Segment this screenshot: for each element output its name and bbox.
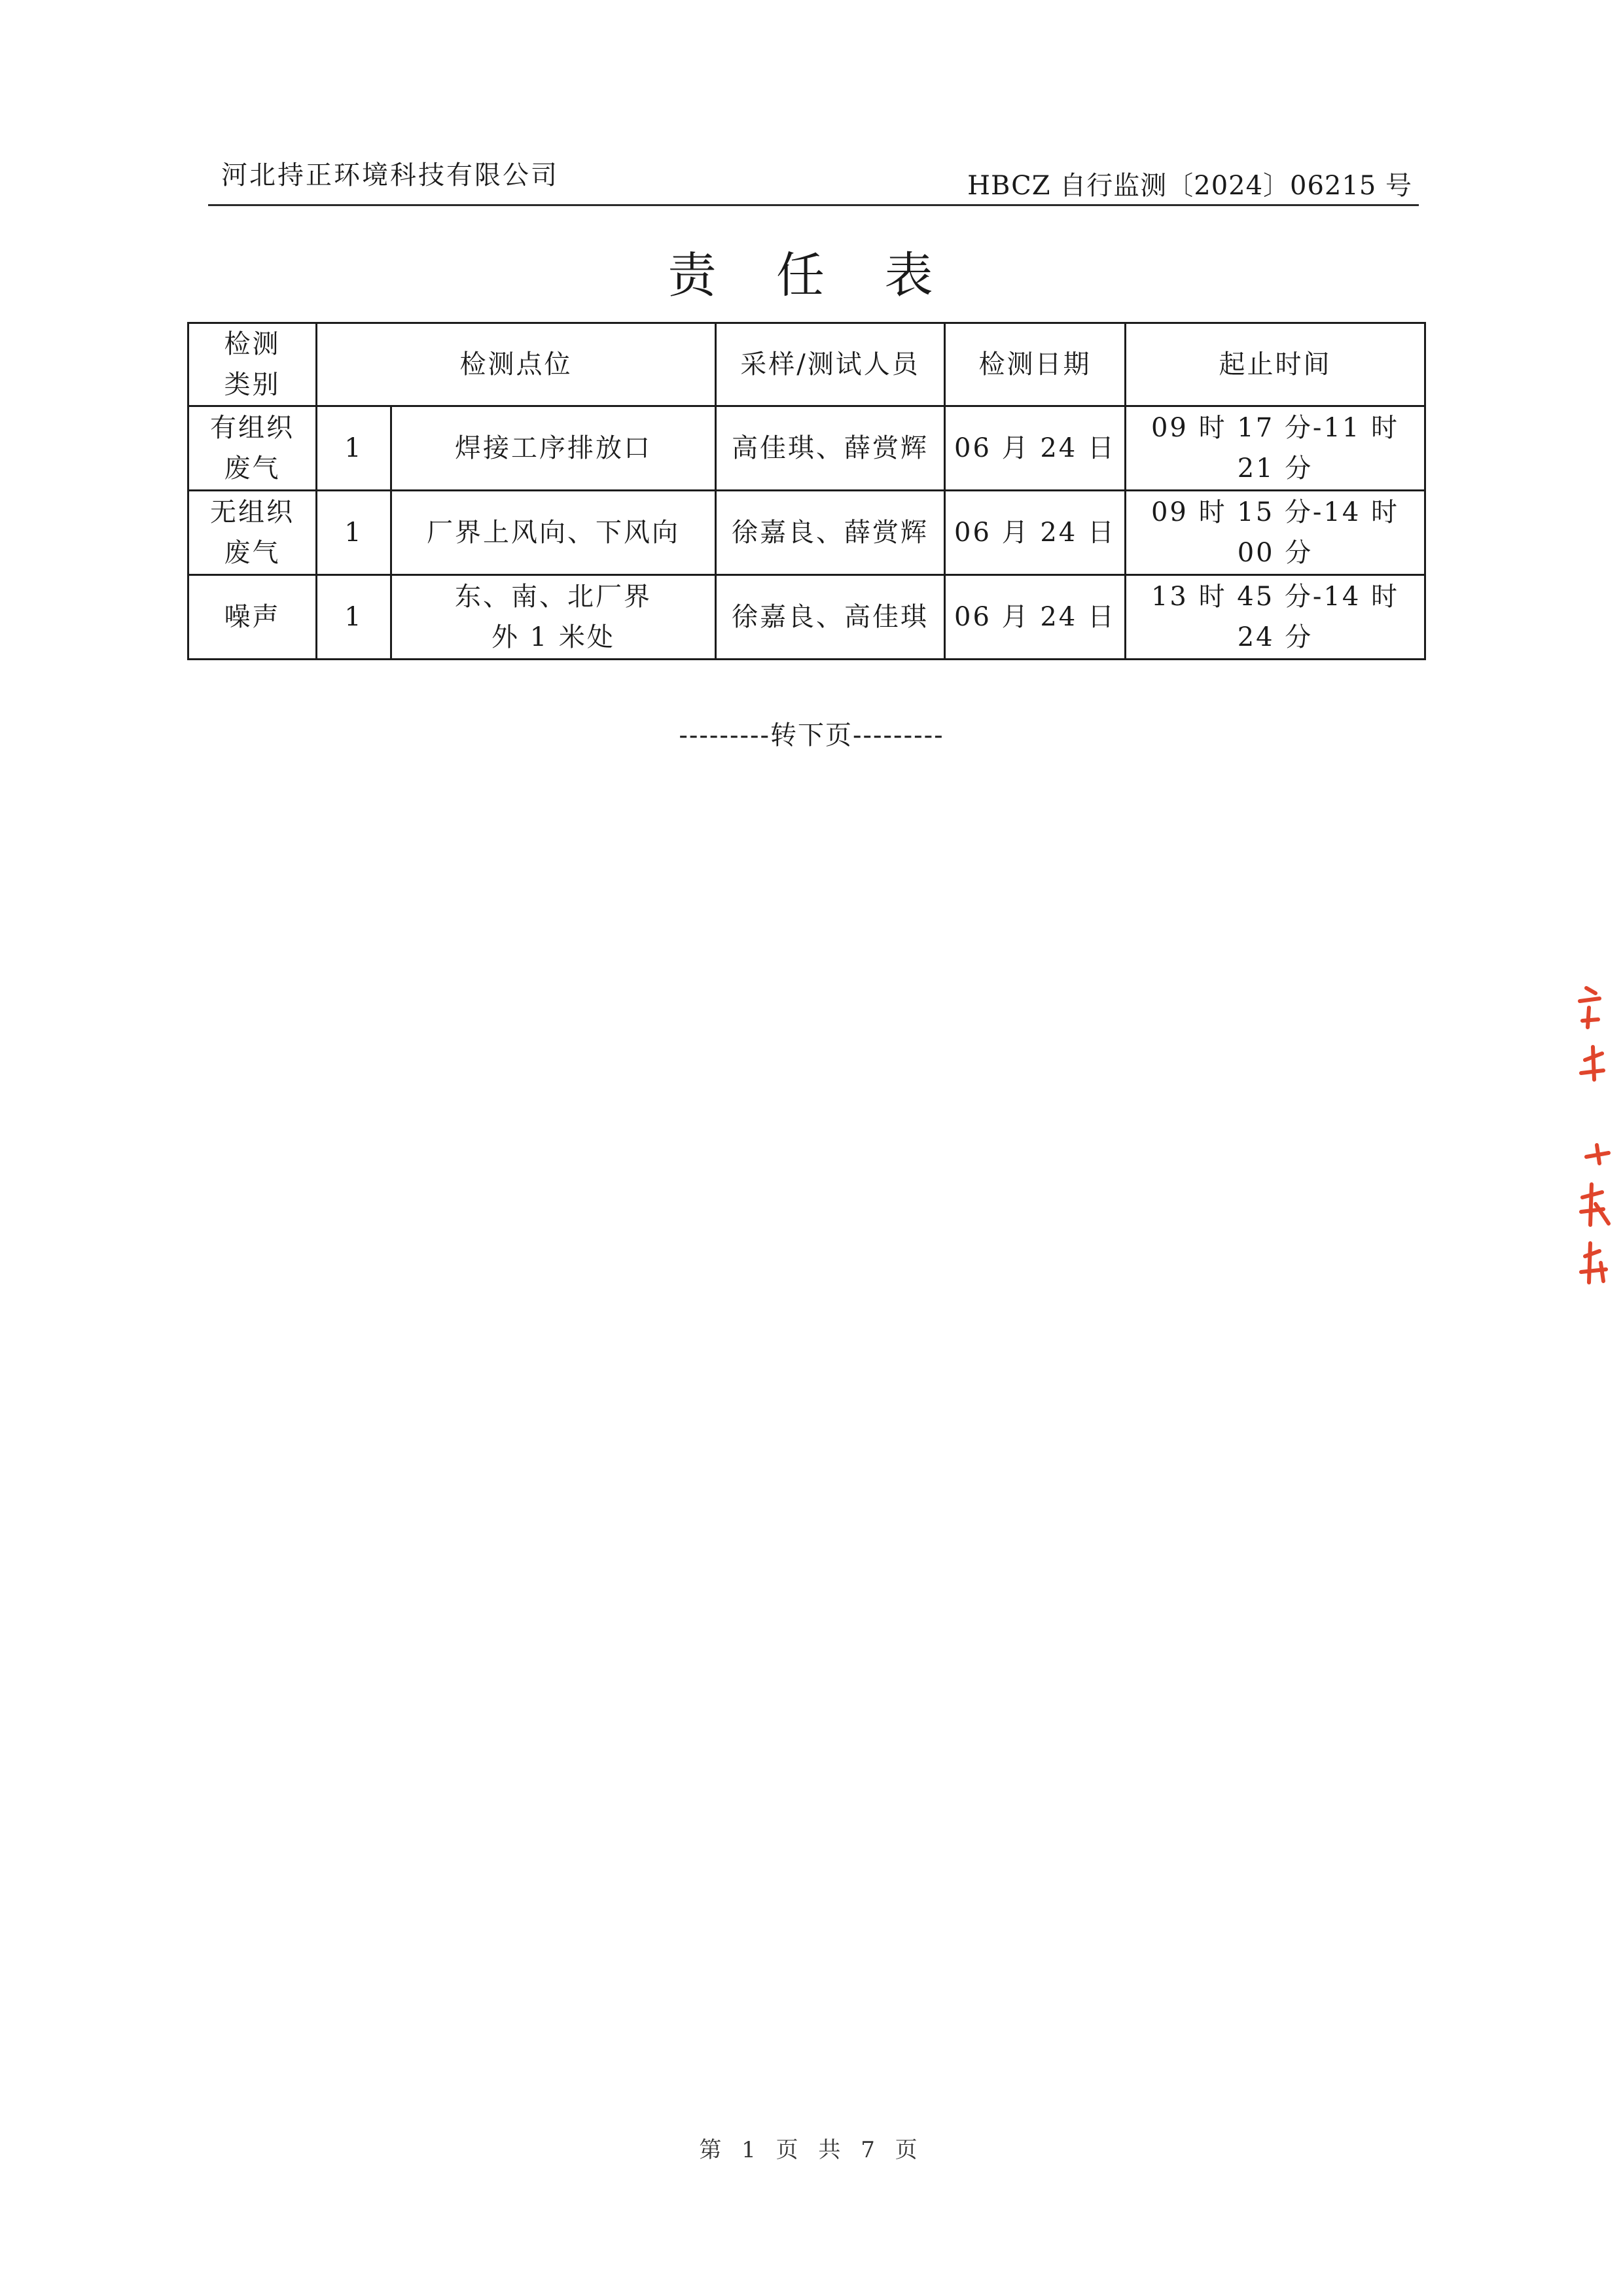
cell-category: 无组织 废气 [188, 491, 317, 575]
cell-staff: 徐嘉良、高佳琪 [716, 575, 945, 660]
page-number: 第 1 页 共 7 页 [699, 2137, 924, 2163]
header-divider [208, 204, 1419, 206]
table-row [188, 575, 1425, 660]
cell-date: 06 月 24 日 [945, 575, 1126, 660]
cell-no: 1 [317, 575, 391, 660]
cell-date: 06 月 24 日 [945, 491, 1126, 575]
cell-staff: 徐嘉良、薛赏辉 [716, 491, 945, 575]
table-row [188, 406, 1425, 491]
table-row [188, 491, 1425, 575]
header-point: 检测点位 [317, 323, 716, 406]
cell-time: 09 时 17 分-11 时 21 分 [1126, 406, 1425, 491]
cell-category: 有组织 废气 [188, 406, 317, 491]
header-category: 检测 类别 [188, 323, 317, 406]
cell-date: 06 月 24 日 [945, 406, 1126, 491]
cell-time: 13 时 45 分-14 时 24 分 [1126, 575, 1425, 660]
cell-no: 1 [317, 491, 391, 575]
cell-point: 东、南、北厂界 外 1 米处 [391, 575, 716, 660]
cell-time: 09 时 15 分-14 时 00 分 [1126, 491, 1425, 575]
report-number: HBCZ 自行监测〔2024〕06215 号 [967, 171, 1412, 201]
cell-point: 焊接工序排放口 [391, 406, 716, 491]
cell-point: 厂界上风向、下风向 [391, 491, 716, 575]
responsibility-table [187, 322, 1426, 660]
continued-next-page: ---------转下页--------- [679, 720, 944, 751]
cell-category: 噪声 [188, 575, 317, 660]
header-date: 检测日期 [945, 323, 1126, 406]
partial-red-seal-icon [1573, 981, 1623, 1322]
header-time: 起止时间 [1126, 323, 1425, 406]
table-header-row [188, 323, 1425, 406]
page-title: 责 任 表 [668, 247, 955, 304]
company-name: 河北持正环境科技有限公司 [221, 160, 559, 190]
cell-no: 1 [317, 406, 391, 491]
cell-staff: 高佳琪、薛赏辉 [716, 406, 945, 491]
header-staff: 采样/测试人员 [716, 323, 945, 406]
